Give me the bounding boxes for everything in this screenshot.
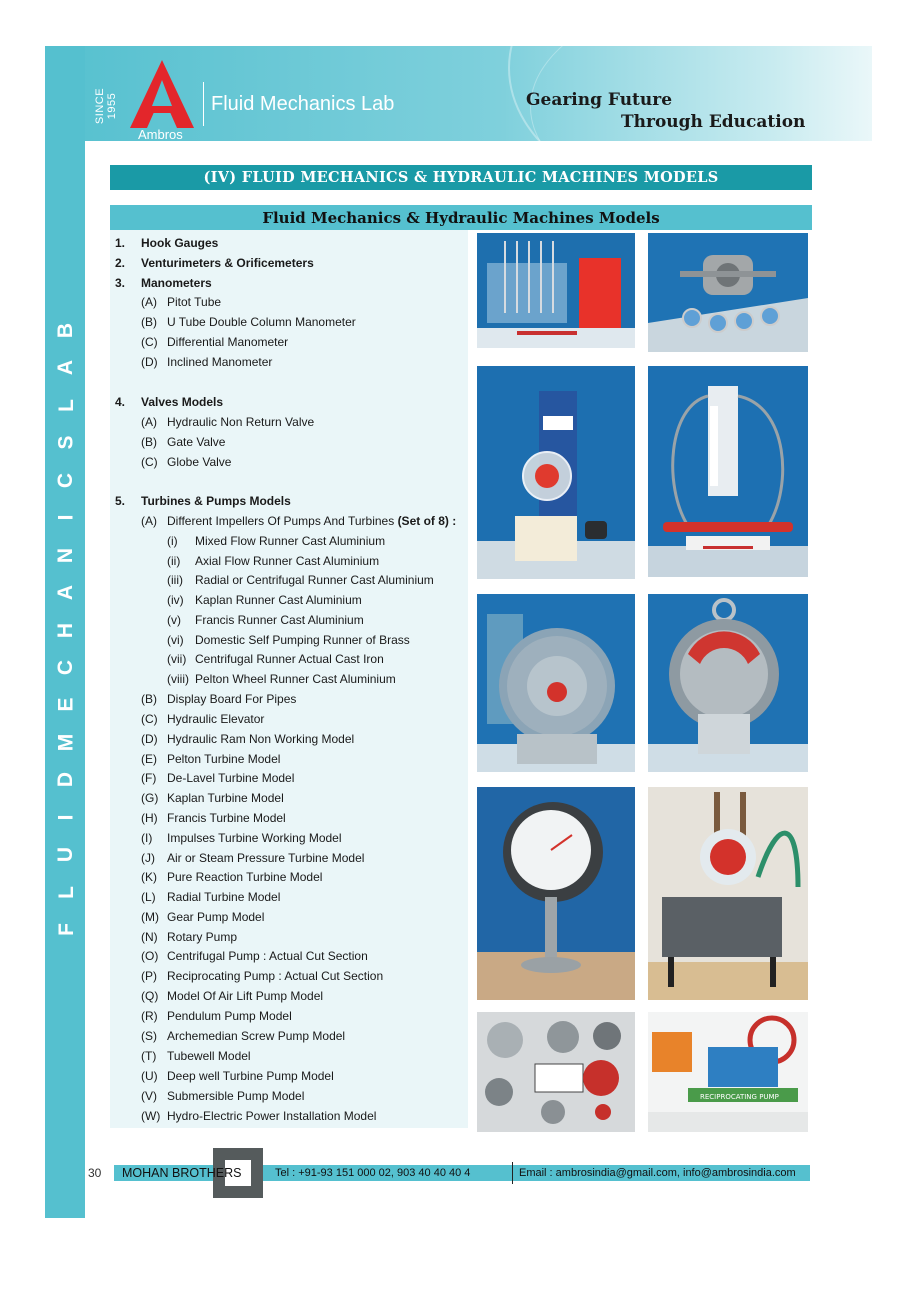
list-item: 4. Valves Models	[115, 395, 224, 409]
u-tube-manometer-photo	[648, 366, 808, 577]
list-item: (B) Gate Valve	[141, 435, 226, 449]
list-item: (viii) Pelton Wheel Runner Cast Aluminium	[167, 672, 396, 686]
list-item: (I) Impulses Turbine Working Model	[141, 831, 342, 845]
sidebar-letter: I	[54, 514, 78, 521]
sidebar-letter: B	[54, 322, 78, 339]
list-item: (vi) Domestic Self Pumping Runner of Brass	[167, 633, 410, 647]
sidebar-letter: A	[54, 584, 78, 601]
list-item: (T) Tubewell Model	[141, 1049, 251, 1063]
list-item: 1. Hook Gauges	[115, 236, 219, 250]
list-item: (Q) Model Of Air Lift Pump Model	[141, 989, 324, 1003]
list-item: (G) Kaplan Turbine Model	[141, 791, 284, 805]
list-item: (C) Globe Valve	[141, 455, 232, 469]
sidebar-letter: C	[54, 472, 78, 488]
turbine-tank-photo	[648, 787, 808, 1000]
list-item: (B) U Tube Double Column Manometer	[141, 315, 356, 329]
manometer-stand-photo	[477, 366, 635, 579]
section-title: (IV) FLUID MECHANICS & HYDRAULIC MACHINES MODELS	[110, 165, 812, 190]
list-item: (ii) Axial Flow Runner Cast Aluminium	[167, 554, 380, 568]
list-item: (E) Pelton Turbine Model	[141, 752, 281, 766]
tagline-line2: Through Education	[621, 112, 806, 132]
turbine-model-photo	[648, 594, 808, 772]
pelton-turbine-photo	[477, 594, 635, 772]
list-item: (J) Air or Steam Pressure Turbine Model	[141, 851, 365, 865]
list-item: (K) Pure Reaction Turbine Model	[141, 870, 323, 884]
list-item: 2. Venturimeters & Orificemeters	[115, 256, 314, 270]
list-item: (B) Display Board For Pipes	[141, 692, 297, 706]
reciprocating-pump-photo	[648, 1012, 808, 1132]
footer-telephone: Tel : +91-93 151 000 02, 903 40 40 40 4	[275, 1167, 471, 1179]
list-item: (v) Francis Runner Cast Aluminium	[167, 613, 364, 627]
list-item: (P) Reciprocating Pump : Actual Cut Section	[141, 969, 384, 983]
ambros-logo-icon	[130, 60, 194, 130]
list-item: (S) Archemedian Screw Pump Model	[141, 1029, 346, 1043]
list-item: (V) Submersible Pump Model	[141, 1089, 305, 1103]
list-item: (L) Radial Turbine Model	[141, 890, 281, 904]
list-item: (A) Different Impellers Of Pumps And Turbines (Set of 8) :	[141, 514, 457, 528]
list-item: (iv) Kaplan Runner Cast Aluminium	[167, 593, 362, 607]
section-subtitle: Fluid Mechanics & Hydraulic Machines Models	[110, 205, 812, 230]
pressure-gauge-photo	[477, 787, 635, 1000]
list-item: (N) Rotary Pump	[141, 930, 238, 944]
list-item: (U) Deep well Turbine Pump Model	[141, 1069, 334, 1083]
impellers-board-photo	[477, 1012, 635, 1132]
venturimeter-photo	[648, 233, 808, 352]
list-item: (C) Hydraulic Elevator	[141, 712, 265, 726]
tagline-line1: Gearing Future	[526, 90, 673, 110]
svg-text:RECIPROCATING PUMP: RECIPROCATING PUMP	[700, 1093, 779, 1101]
footer-brand: MOHAN BROTHERS	[122, 1166, 242, 1180]
list-item: 5. Turbines & Pumps Models	[115, 494, 291, 508]
list-item: (A) Hydraulic Non Return Valve	[141, 415, 315, 429]
list-item: (H) Francis Turbine Model	[141, 811, 286, 825]
brand-name: Ambros	[138, 127, 183, 142]
list-item: (vii) Centrifugal Runner Actual Cast Iron	[167, 652, 384, 666]
sidebar-letter: U	[54, 847, 78, 863]
sidebar-letter: A	[54, 360, 78, 376]
sidebar-letter: S	[54, 435, 78, 450]
sidebar-letter: D	[54, 772, 78, 788]
sidebar-letter: L	[54, 885, 78, 899]
list-item: (iii) Radial or Centrifugal Runner Cast Aluminium	[167, 573, 434, 587]
since-label: SINCE 1955	[94, 87, 118, 125]
list-item: (A) Pitot Tube	[141, 295, 222, 309]
list-item: (O) Centrifugal Pump : Actual Cut Section	[141, 949, 368, 963]
list-item: (F) De-Lavel Turbine Model	[141, 771, 295, 785]
sidebar-letter: N	[54, 547, 78, 563]
hook-gauge-photo	[477, 233, 635, 348]
list-item: (M) Gear Pump Model	[141, 910, 265, 924]
sidebar-letter: L	[54, 398, 78, 412]
list-item: (D) Inclined Manometer	[141, 355, 273, 369]
header-divider	[203, 82, 204, 126]
list-item: (i) Mixed Flow Runner Cast Aluminium	[167, 534, 386, 548]
list-item: (R) Pendulum Pump Model	[141, 1009, 292, 1023]
sidebar-letter: H	[54, 622, 78, 638]
sidebar-letter: M	[54, 733, 78, 752]
footer-separator	[512, 1162, 513, 1184]
sidebar-letter: C	[54, 659, 78, 676]
list-item: (W) Hydro-Electric Power Installation Model	[141, 1109, 377, 1123]
lab-title: Fluid Mechanics Lab	[211, 93, 395, 115]
list-item: (C) Differential Manometer	[141, 335, 289, 349]
sidebar-vertical-title	[52, 320, 80, 940]
page-number: 30	[88, 1166, 102, 1180]
sidebar-letter: F	[54, 923, 78, 936]
sidebar-letter: E	[54, 697, 78, 712]
list-item: 3. Manometers	[115, 276, 212, 290]
sidebar-letter: I	[54, 814, 78, 821]
list-item: (D) Hydraulic Ram Non Working Model	[141, 732, 355, 746]
footer-email: Email : ambrosindia@gmail.com, info@ambrosindia.com	[519, 1167, 796, 1179]
